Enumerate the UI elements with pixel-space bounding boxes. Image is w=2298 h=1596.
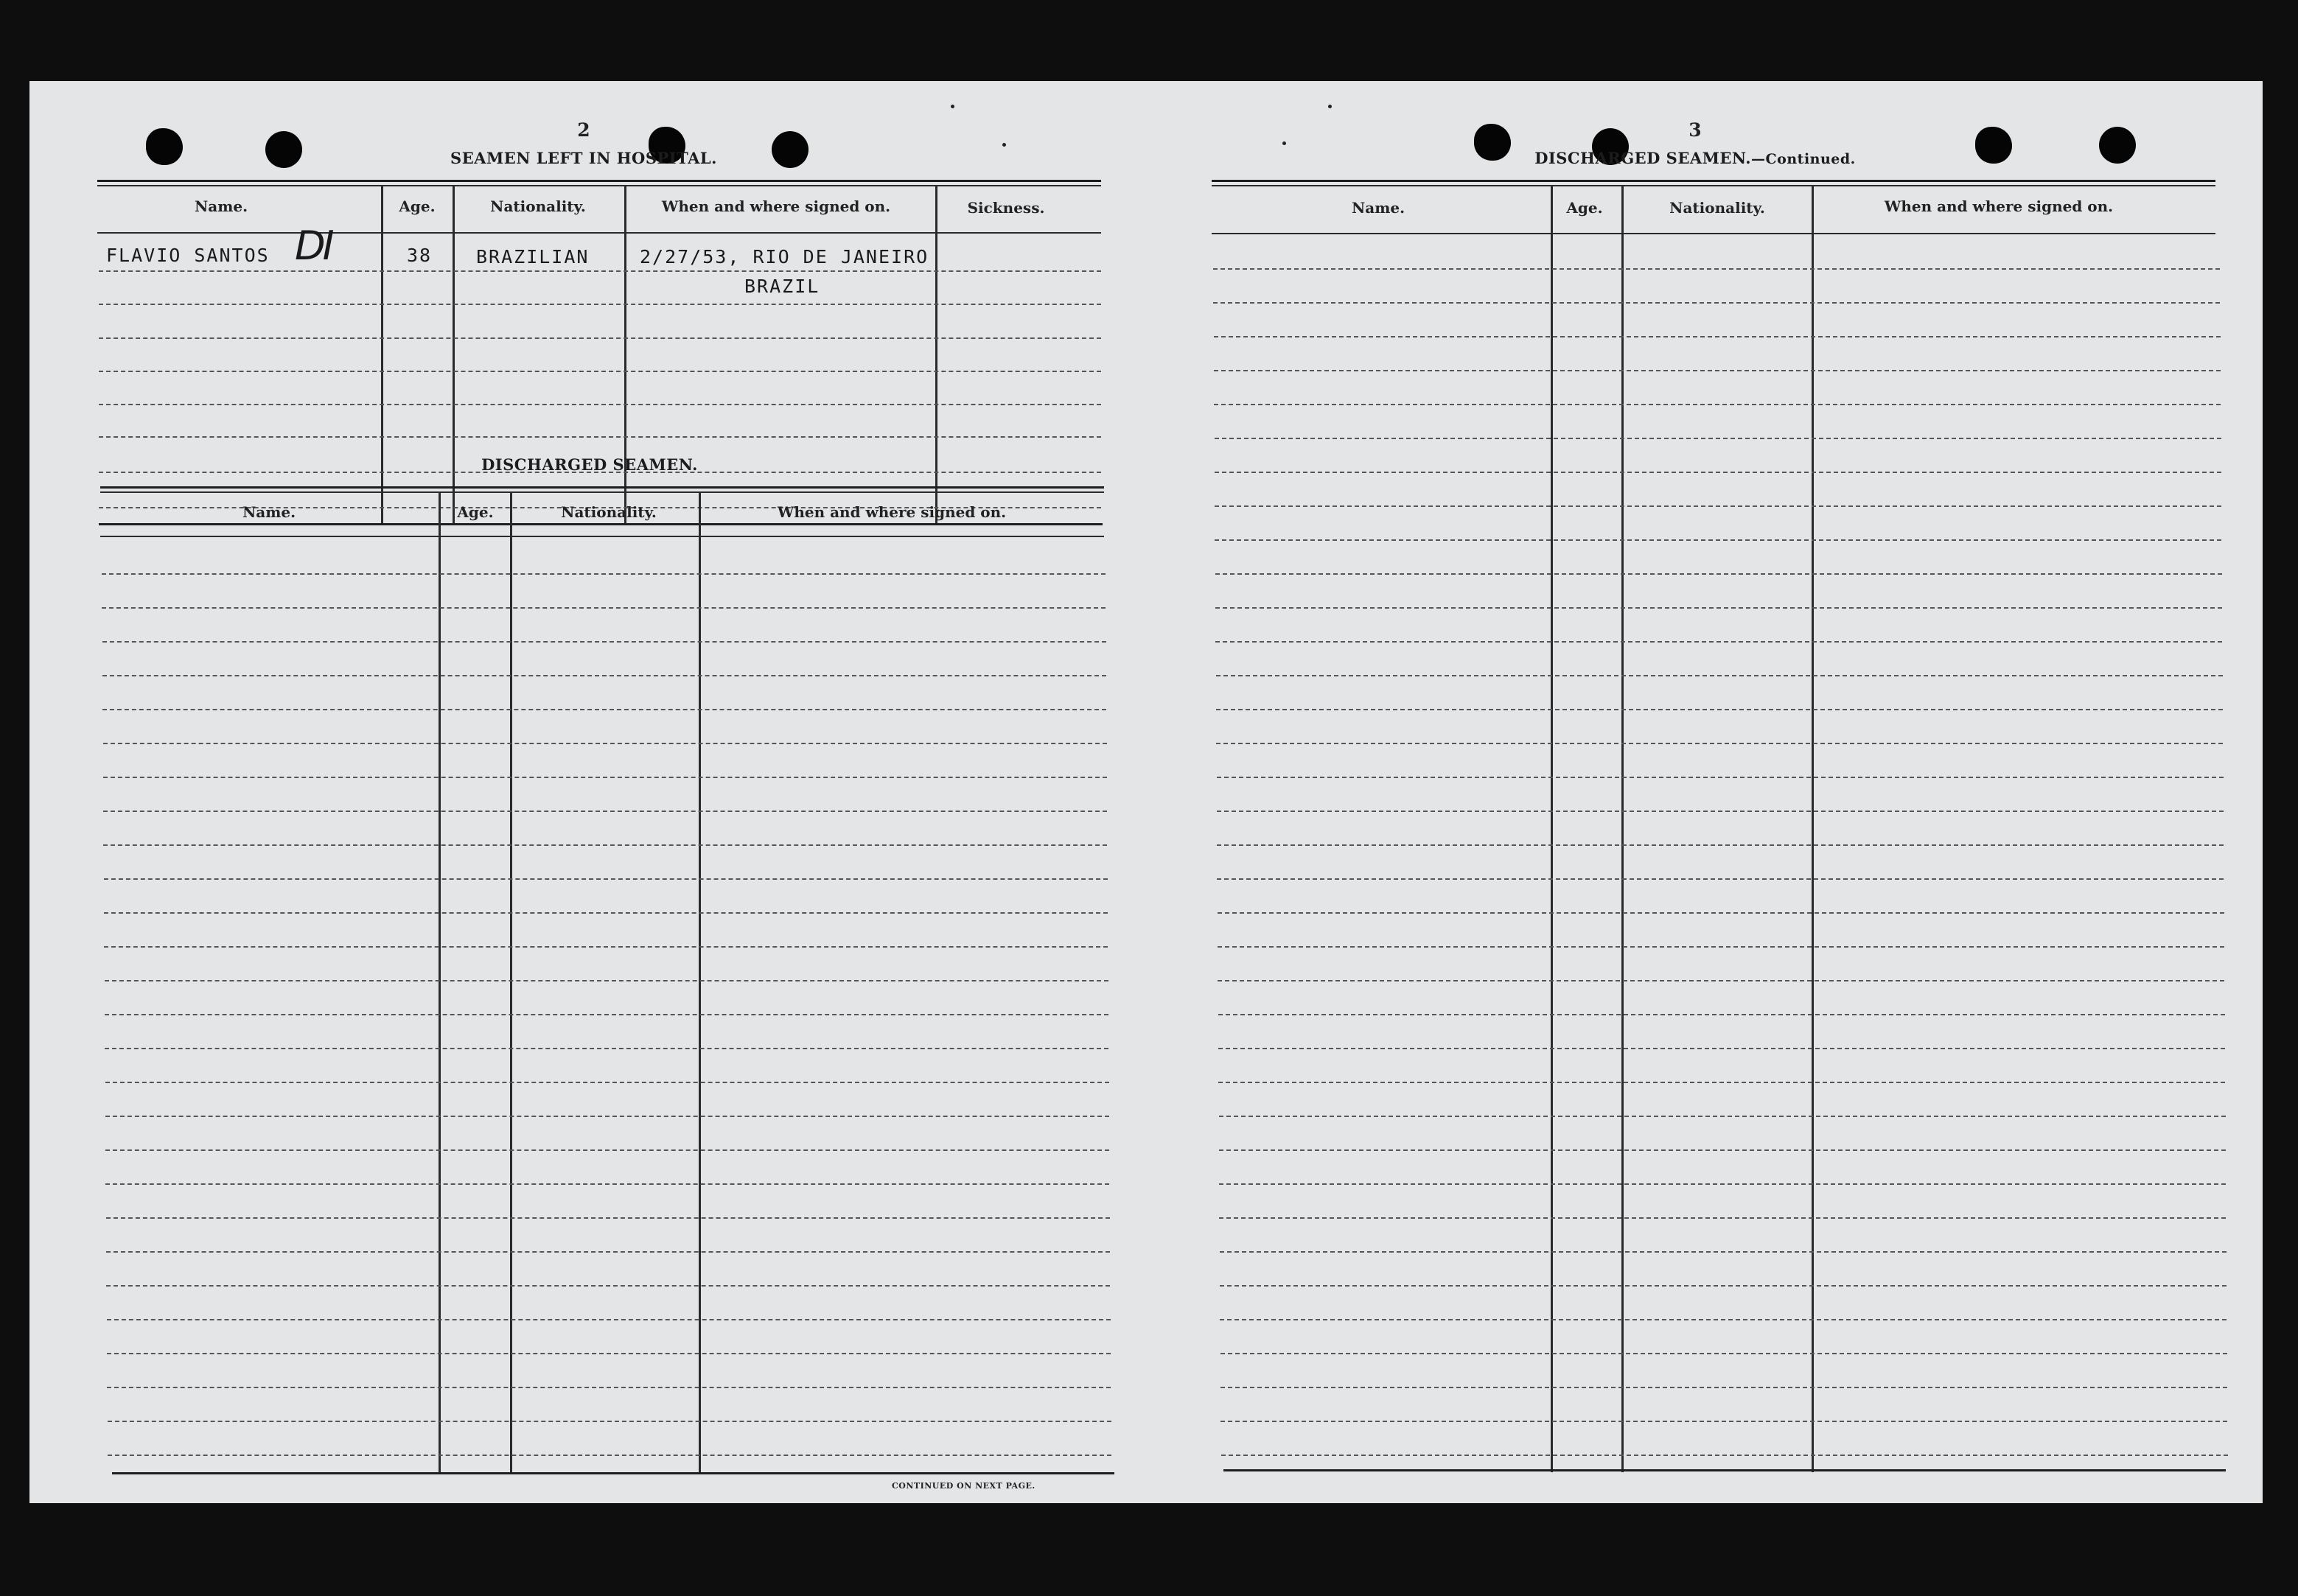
- row-rule: [99, 404, 1101, 405]
- column-header-age: Age.: [1566, 199, 1603, 217]
- table-top-rule: [100, 486, 1104, 489]
- column-divider: [381, 186, 383, 525]
- handwritten-mark: DI: [295, 223, 332, 269]
- column-divider: [439, 493, 441, 1473]
- seaman-age: 38: [407, 245, 433, 266]
- row-rule: [1214, 336, 2221, 337]
- header-underline: [1212, 233, 2215, 234]
- column-header-signed-on: When and where signed on.: [777, 503, 1007, 521]
- row-rule: [105, 1149, 1109, 1151]
- row-rule: [1217, 777, 2224, 778]
- row-rule: [1218, 1014, 2225, 1015]
- row-rule: [104, 912, 1108, 914]
- table-bottom-rule: [1223, 1469, 2226, 1471]
- table-bottom-rule: [99, 523, 1103, 525]
- row-rule: [103, 811, 1107, 812]
- row-rule: [1213, 268, 2220, 270]
- row-rule: [106, 1251, 1110, 1253]
- row-rule: [1217, 811, 2224, 812]
- row-rule: [102, 573, 1106, 575]
- row-rule: [1218, 946, 2224, 948]
- punch-hole: [1474, 124, 1511, 161]
- row-rule: [1219, 1217, 2226, 1219]
- row-rule: [1218, 912, 2224, 914]
- row-rule: [108, 1421, 1111, 1422]
- column-header-nationality: Nationality.: [561, 503, 657, 521]
- row-rule: [105, 1183, 1109, 1185]
- row-rule: [1214, 404, 2221, 405]
- row-rule: [1220, 1319, 2227, 1320]
- column-header-age: Age.: [457, 503, 494, 521]
- seaman-name: FLAVIO SANTOS: [106, 245, 270, 266]
- column-divider: [1621, 186, 1624, 1472]
- row-rule: [107, 1387, 1111, 1388]
- section-title-suffix: —Continued.: [1751, 151, 1856, 167]
- row-rule: [1215, 573, 2222, 575]
- row-rule: [105, 1116, 1109, 1117]
- column-divider: [453, 186, 455, 525]
- row-rule: [105, 1014, 1108, 1015]
- row-rule: [1218, 1048, 2225, 1049]
- section-title-text: DISCHARGED SEAMEN.: [1534, 149, 1752, 167]
- column-header-signed-on: When and where signed on.: [661, 197, 891, 215]
- ink-speck: [1282, 141, 1286, 145]
- row-rule: [106, 1285, 1110, 1287]
- row-rule: [102, 641, 1106, 643]
- discharged-section-title: DISCHARGED SEAMEN.: [481, 455, 698, 474]
- row-rule: [107, 1319, 1111, 1320]
- row-rule: [103, 844, 1107, 846]
- punch-hole: [146, 128, 183, 165]
- row-rule: [1213, 302, 2220, 304]
- continued-footer: CONTINUED ON NEXT PAGE.: [892, 1481, 1036, 1491]
- row-rule: [102, 675, 1106, 676]
- row-rule: [99, 270, 1101, 272]
- page-number: 2: [577, 119, 590, 141]
- punch-hole: [2099, 127, 2136, 164]
- row-rule: [1221, 1455, 2228, 1456]
- ink-speck: [1328, 105, 1332, 108]
- column-divider: [1812, 186, 1814, 1472]
- signed-on-date-place: 2/27/53, RIO DE JANEIRO: [640, 246, 929, 267]
- punch-hole: [772, 131, 809, 168]
- table-top-rule: [97, 180, 1101, 182]
- table-top-rule: [97, 185, 1101, 186]
- row-rule: [1216, 743, 2223, 744]
- row-rule: [99, 436, 1101, 438]
- column-divider: [624, 186, 626, 525]
- page-number: 3: [1688, 119, 1702, 141]
- row-rule: [1219, 1149, 2226, 1151]
- row-rule: [1217, 878, 2224, 880]
- row-rule: [1220, 1251, 2227, 1253]
- row-rule: [1220, 1421, 2227, 1422]
- column-header-name: Name.: [242, 503, 296, 521]
- row-rule: [1215, 539, 2221, 541]
- table-bottom-rule: [112, 1472, 1114, 1474]
- row-rule: [1220, 1285, 2227, 1287]
- header-underline: [100, 536, 1104, 537]
- row-rule: [1220, 1387, 2227, 1388]
- row-rule: [104, 946, 1108, 948]
- row-rule: [1215, 438, 2221, 439]
- column-header-name: Name.: [1351, 199, 1405, 217]
- row-rule: [105, 1082, 1109, 1083]
- signed-on-country: BRAZIL: [744, 276, 820, 297]
- table-top-rule: [100, 491, 1104, 493]
- seaman-nationality: BRAZILIAN: [476, 246, 590, 267]
- row-rule: [1219, 1183, 2226, 1185]
- column-divider: [699, 493, 701, 1473]
- hospital-section-title: SEAMEN LEFT IN HOSPITAL.: [450, 149, 717, 167]
- punch-hole: [1975, 127, 2012, 164]
- row-rule: [104, 878, 1108, 880]
- row-rule: [1218, 980, 2224, 981]
- column-divider: [935, 186, 937, 525]
- table-top-rule: [1212, 180, 2215, 182]
- row-rule: [105, 1048, 1108, 1049]
- punch-hole: [265, 131, 302, 168]
- column-divider: [1551, 186, 1553, 1472]
- row-rule: [1214, 370, 2221, 371]
- column-header-nationality: Nationality.: [1669, 199, 1765, 217]
- row-rule: [103, 743, 1107, 744]
- discharged-continued-title: [1534, 149, 1856, 167]
- row-rule: [1219, 1116, 2226, 1117]
- row-rule: [1215, 641, 2222, 643]
- ledger-paper: [29, 81, 2263, 1503]
- column-divider: [510, 493, 512, 1473]
- row-rule: [1217, 844, 2224, 846]
- column-header-sickness: Sickness.: [967, 199, 1045, 217]
- column-header-signed-on: When and where signed on.: [1884, 197, 2114, 215]
- row-rule: [103, 777, 1107, 778]
- row-rule: [106, 1217, 1110, 1219]
- row-rule: [1215, 472, 2221, 473]
- header-underline: [97, 232, 1101, 234]
- row-rule: [102, 607, 1106, 609]
- row-rule: [1216, 709, 2223, 710]
- column-header-age: Age.: [399, 197, 436, 215]
- column-header-nationality: Nationality.: [490, 197, 586, 215]
- row-rule: [1216, 675, 2223, 676]
- row-rule: [108, 1455, 1111, 1456]
- row-rule: [99, 304, 1101, 305]
- row-rule: [1215, 607, 2222, 609]
- row-rule: [1220, 1353, 2227, 1354]
- column-header-name: Name.: [194, 197, 248, 215]
- row-rule: [1215, 505, 2221, 507]
- row-rule: [107, 1353, 1111, 1354]
- row-rule: [105, 980, 1108, 981]
- row-rule: [102, 709, 1106, 710]
- row-rule: [99, 371, 1101, 372]
- row-rule: [1218, 1082, 2225, 1083]
- table-top-rule: [1212, 185, 2215, 186]
- row-rule: [99, 337, 1101, 339]
- ink-speck: [951, 105, 954, 108]
- ink-speck: [1002, 143, 1006, 147]
